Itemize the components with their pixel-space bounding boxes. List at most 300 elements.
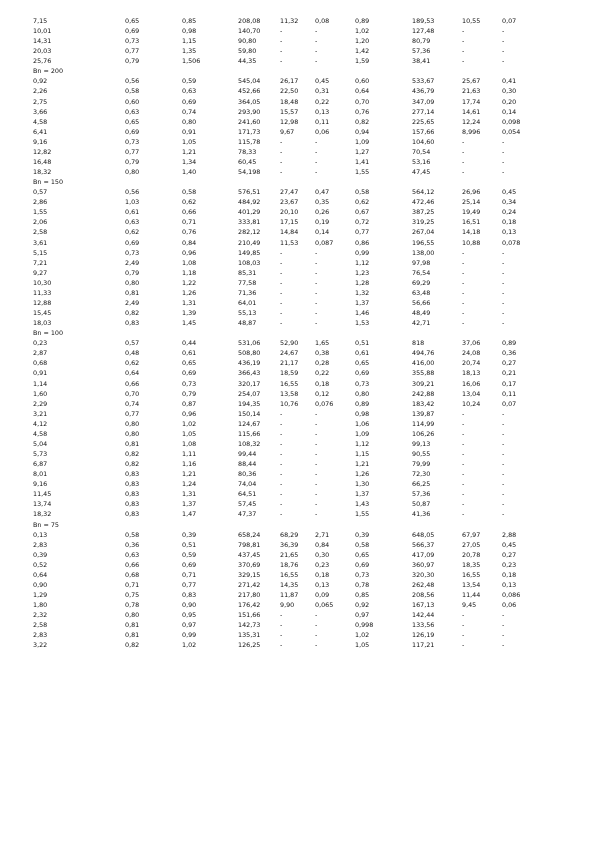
table-cell: 1,05 <box>355 641 370 650</box>
table-cell: 0,57 <box>33 188 48 197</box>
table-cell: 1,32 <box>355 288 370 297</box>
table-cell: 20,78 <box>462 550 481 559</box>
table-cell: - <box>502 37 505 46</box>
table-cell: 8,996 <box>462 127 481 136</box>
table-cell: 17,74 <box>462 97 481 106</box>
table-cell: 20,74 <box>462 359 481 368</box>
table-cell: 7,15 <box>33 17 48 25</box>
table-cell: 17,15 <box>280 218 299 227</box>
table-cell: - <box>280 278 283 287</box>
table-cell: 0,96 <box>182 248 197 257</box>
table-cell: - <box>280 510 283 519</box>
table-cell: 370,69 <box>238 560 261 569</box>
table-cell: 0,58 <box>355 188 370 197</box>
table-cell: 3,66 <box>33 107 48 116</box>
table-cell: 0,67 <box>355 208 370 217</box>
table-cell: 0,87 <box>182 399 197 408</box>
table-cell: - <box>462 510 465 519</box>
table-cell: - <box>280 147 283 156</box>
table-cell: 0,38 <box>315 349 330 358</box>
table-cell: 0,27 <box>502 359 517 368</box>
table-cell: - <box>502 510 505 519</box>
table-cell: 1,60 <box>33 389 48 398</box>
table-cell: 66,25 <box>412 480 431 489</box>
table-cell: - <box>462 137 465 146</box>
table-cell: 8,01 <box>33 470 48 479</box>
table-cell: 0,73 <box>125 37 140 46</box>
table-cell: 2,49 <box>125 258 140 267</box>
table-cell: 90,80 <box>238 37 257 46</box>
table-cell: 0,58 <box>125 87 140 96</box>
table-cell: 225,65 <box>412 117 435 126</box>
table-cell: 293,90 <box>238 107 261 116</box>
table-cell: 2,29 <box>33 399 48 408</box>
table-cell: 2,87 <box>33 349 48 358</box>
table-cell: 1,37 <box>355 490 370 499</box>
table-cell: 0,83 <box>125 490 140 499</box>
table-cell: - <box>502 288 505 297</box>
table-cell: 2,32 <box>33 611 48 620</box>
table-cell: 262,48 <box>412 580 435 589</box>
table-cell: - <box>462 480 465 489</box>
table-cell: 0,13 <box>502 580 517 589</box>
table-cell: 387,25 <box>412 208 435 217</box>
table-cell: 0,66 <box>125 379 140 388</box>
table-cell: - <box>280 137 283 146</box>
table-cell: 1,41 <box>355 157 370 166</box>
table-cell: 0,80 <box>125 611 140 620</box>
table-cell: 9,45 <box>462 601 477 610</box>
table-cell: 0,07 <box>502 17 517 25</box>
table-cell: 0,64 <box>355 87 370 96</box>
table-cell: 1,05 <box>182 429 197 438</box>
table-cell: 0,64 <box>33 570 48 579</box>
table-cell: - <box>462 641 465 650</box>
table-cell: 14,35 <box>280 580 299 589</box>
table-cell: 64,01 <box>238 298 257 307</box>
table-cell: 1,55 <box>355 510 370 519</box>
table-row <box>0 479 595 489</box>
table-cell: 99,44 <box>238 450 257 458</box>
table-cell: 0,89 <box>355 17 370 25</box>
table-cell: 4,58 <box>33 429 48 438</box>
table-row <box>0 197 595 207</box>
table-cell: 56,66 <box>412 298 431 307</box>
table-cell: - <box>462 470 465 479</box>
section-header <box>0 177 595 187</box>
table-cell: 0,30 <box>315 550 330 559</box>
table-cell: - <box>280 248 283 257</box>
table-cell: 0,69 <box>125 127 140 136</box>
table-cell: 2,49 <box>125 298 140 307</box>
table-cell: 0,24 <box>502 208 517 217</box>
table-cell: 1,15 <box>182 37 197 46</box>
table-cell: - <box>502 500 505 509</box>
table-cell: 0,74 <box>125 399 140 408</box>
table-cell: 0,086 <box>502 590 521 599</box>
table-cell: 13,74 <box>33 500 52 509</box>
table-cell: 1,26 <box>182 288 197 297</box>
table-cell: - <box>315 268 318 277</box>
table-cell: 126,19 <box>412 631 435 640</box>
table-cell: 21,65 <box>280 550 299 559</box>
table-cell: 189,53 <box>412 17 435 25</box>
table-cell: - <box>315 168 318 177</box>
table-cell: 1,16 <box>182 460 197 469</box>
table-cell: 576,51 <box>238 188 261 197</box>
table-cell: 436,79 <box>412 87 435 96</box>
table-row <box>0 630 595 640</box>
table-row <box>0 117 595 127</box>
table-cell: 0,52 <box>33 560 48 569</box>
table-cell: 347,09 <box>412 97 435 106</box>
table-cell: - <box>280 298 283 307</box>
table-cell: 0,69 <box>125 238 140 247</box>
table-cell: 0,18 <box>315 570 330 579</box>
table-cell: - <box>502 168 505 177</box>
table-cell: 99,13 <box>412 439 431 448</box>
table-cell: 0,60 <box>355 77 370 86</box>
table-cell: - <box>462 429 465 438</box>
table-cell: 0,56 <box>125 188 140 197</box>
table-cell: 0,65 <box>125 17 140 25</box>
table-cell: 23,67 <box>280 198 299 207</box>
table-cell: 0,065 <box>315 601 334 610</box>
table-cell: 0,66 <box>125 560 140 569</box>
table-cell: 12,82 <box>33 147 52 156</box>
table-cell: 798,81 <box>238 540 261 549</box>
table-cell: 6,41 <box>33 127 48 136</box>
table-row <box>0 389 595 399</box>
table-row <box>0 107 595 117</box>
table-cell: - <box>462 37 465 46</box>
table-cell: 10,55 <box>462 17 481 25</box>
table-cell: 0,41 <box>502 77 517 86</box>
table-cell: 0,92 <box>355 601 370 610</box>
table-cell: - <box>462 460 465 469</box>
table-cell: - <box>502 429 505 438</box>
table-cell: 329,15 <box>238 570 261 579</box>
table-cell: 171,73 <box>238 127 261 136</box>
table-cell: - <box>502 157 505 166</box>
table-cell: 176,42 <box>238 601 261 610</box>
table-cell: 1,53 <box>355 319 370 328</box>
table-cell: 494,76 <box>412 349 435 358</box>
table-cell: 138,00 <box>412 248 435 257</box>
table-cell: 80,79 <box>412 37 431 46</box>
table-row <box>0 489 595 499</box>
table-cell: 1,06 <box>355 419 370 428</box>
table-cell: 124,67 <box>238 419 261 428</box>
table-cell: 484,92 <box>238 198 261 207</box>
table-cell: - <box>315 137 318 146</box>
table-cell: 241,60 <box>238 117 261 126</box>
table-cell: - <box>280 460 283 469</box>
table-cell: 208,56 <box>412 590 435 599</box>
table-cell: 5,15 <box>33 248 48 257</box>
table-cell: - <box>315 288 318 297</box>
table-cell: 142,73 <box>238 621 261 630</box>
table-row <box>0 248 595 258</box>
table-cell: - <box>462 278 465 287</box>
table-cell: 70,54 <box>412 147 431 156</box>
table-cell: 0,45 <box>502 540 517 549</box>
table-cell: 0,75 <box>125 590 140 599</box>
table-cell: 0,69 <box>182 560 197 569</box>
table-cell: 12,88 <box>33 298 52 307</box>
table-cell: - <box>315 37 318 46</box>
table-cell: 18,59 <box>280 369 299 378</box>
table-cell: 360,97 <box>412 560 435 569</box>
table-cell: 0,83 <box>125 319 140 328</box>
table-cell: - <box>280 500 283 509</box>
table-cell: 0,77 <box>182 580 197 589</box>
table-cell: 57,45 <box>238 500 257 509</box>
table-cell: 194,35 <box>238 399 261 408</box>
table-cell: 0,61 <box>355 349 370 358</box>
table-cell: 88,44 <box>238 460 257 469</box>
table-cell: 0,21 <box>502 369 517 378</box>
table-cell: 18,35 <box>462 560 481 569</box>
table-cell: 13,58 <box>280 389 299 398</box>
table-cell: 79,99 <box>412 460 431 469</box>
table-cell: 0,77 <box>125 47 140 56</box>
table-cell: 115,78 <box>238 137 261 146</box>
table-cell: 0,73 <box>355 570 370 579</box>
table-cell: 3,21 <box>33 409 48 418</box>
table-cell: 364,05 <box>238 97 261 106</box>
table-cell: - <box>502 450 505 458</box>
table-cell: 0,72 <box>355 218 370 227</box>
table-cell: 0,61 <box>182 349 197 358</box>
table-cell: 0,82 <box>125 641 140 650</box>
table-cell: 19,49 <box>462 208 481 217</box>
table-cell: 16,55 <box>280 379 299 388</box>
table-cell: 0,82 <box>125 450 140 458</box>
table-cell: 0,73 <box>182 379 197 388</box>
table-cell: - <box>280 439 283 448</box>
table-row <box>0 469 595 479</box>
table-cell: 0,63 <box>182 87 197 96</box>
table-cell: 0,89 <box>355 399 370 408</box>
table-cell: 6,87 <box>33 460 48 469</box>
table-cell: 0,71 <box>125 580 140 589</box>
table-row <box>0 540 595 550</box>
table-row <box>0 590 595 600</box>
table-cell: 50,87 <box>412 500 431 509</box>
table-cell: 1,02 <box>355 27 370 36</box>
table-cell: - <box>315 500 318 509</box>
table-cell: 1,45 <box>182 319 197 328</box>
table-cell: 437,45 <box>238 550 261 559</box>
table-cell: - <box>462 409 465 418</box>
table-cell: 0,06 <box>315 127 330 136</box>
table-cell: 2,71 <box>315 530 330 539</box>
table-cell: 0,098 <box>502 117 521 126</box>
table-cell: 0,36 <box>125 540 140 549</box>
table-row <box>0 449 595 459</box>
table-cell: 1,39 <box>182 309 197 318</box>
table-cell: 36,39 <box>280 540 299 549</box>
table-cell: - <box>462 439 465 448</box>
table-cell: 183,42 <box>412 399 435 408</box>
table-cell: 1,09 <box>355 137 370 146</box>
table-cell: 0,69 <box>182 97 197 106</box>
table-cell: - <box>315 419 318 428</box>
table-cell: 2,06 <box>33 218 48 227</box>
table-cell: 1,37 <box>182 500 197 509</box>
table-cell: 63,48 <box>412 288 431 297</box>
table-cell: 11,44 <box>462 590 481 599</box>
table-cell: 0,76 <box>355 107 370 116</box>
table-cell: 0,08 <box>315 17 330 25</box>
table-cell: - <box>280 450 283 458</box>
table-cell: 2,75 <box>33 97 48 106</box>
table-cell: - <box>315 429 318 438</box>
table-cell: 41,36 <box>412 510 431 519</box>
table-cell: - <box>462 319 465 328</box>
table-cell: 1,03 <box>125 198 140 207</box>
table-cell: 127,48 <box>412 27 435 36</box>
table-cell: - <box>315 27 318 36</box>
section-label: Bn = 100 <box>33 329 64 338</box>
table-cell: 0,80 <box>125 419 140 428</box>
table-cell: 0,39 <box>182 530 197 539</box>
table-row <box>0 308 595 318</box>
table-cell: 0,56 <box>125 77 140 86</box>
table-cell: - <box>502 278 505 287</box>
table-cell: - <box>280 641 283 650</box>
table-cell: 1,14 <box>33 379 48 388</box>
table-cell: 0,94 <box>355 127 370 136</box>
table-cell: 0,58 <box>355 540 370 549</box>
table-cell: 1,09 <box>355 429 370 438</box>
table-cell: 27,05 <box>462 540 481 549</box>
table-row <box>0 268 595 278</box>
table-cell: 55,13 <box>238 309 257 318</box>
table-row <box>0 86 595 96</box>
table-cell: 57,36 <box>412 490 431 499</box>
table-cell: 18,32 <box>33 168 52 177</box>
table-cell: 76,54 <box>412 268 431 277</box>
table-row <box>0 610 595 620</box>
table-cell: 0,45 <box>315 77 330 86</box>
table-cell: - <box>462 419 465 428</box>
table-cell: 11,87 <box>280 590 299 599</box>
table-cell: - <box>280 470 283 479</box>
table-row <box>0 238 595 248</box>
table-cell: 0,83 <box>125 500 140 509</box>
table-cell: 25,67 <box>462 77 481 86</box>
table-cell: 3,22 <box>33 641 48 650</box>
table-cell: - <box>462 298 465 307</box>
table-cell: 0,81 <box>125 631 140 640</box>
table-cell: - <box>502 641 505 650</box>
table-cell: 0,83 <box>125 510 140 519</box>
table-cell: - <box>315 319 318 328</box>
table-cell: 4,12 <box>33 419 48 428</box>
table-row <box>0 258 595 268</box>
table-cell: 20,10 <box>280 208 299 217</box>
table-cell: 16,06 <box>462 379 481 388</box>
table-cell: - <box>280 611 283 620</box>
table-cell: - <box>462 168 465 177</box>
table-cell: 319,25 <box>412 218 435 227</box>
table-cell: - <box>502 621 505 630</box>
table-cell: 0,79 <box>125 157 140 166</box>
table-cell: 150,14 <box>238 409 261 418</box>
table-cell: 277,14 <box>412 107 435 116</box>
table-cell: 0,13 <box>315 580 330 589</box>
table-cell: 0,77 <box>125 147 140 156</box>
table-cell: 0,62 <box>182 198 197 207</box>
table-cell: 90,55 <box>412 450 431 458</box>
table-cell: - <box>502 439 505 448</box>
table-cell: 355,88 <box>412 369 435 378</box>
table-cell: 0,12 <box>315 389 330 398</box>
table-cell: 9,16 <box>33 137 48 146</box>
section-label: Bn = 150 <box>33 178 64 187</box>
table-cell: 0,18 <box>502 570 517 579</box>
table-cell: 282,12 <box>238 228 261 237</box>
table-cell: 1,47 <box>182 510 197 519</box>
table-cell: 53,16 <box>412 157 431 166</box>
table-cell: 0,36 <box>502 349 517 358</box>
table-cell: 401,29 <box>238 208 261 217</box>
table-cell: 271,42 <box>238 580 261 589</box>
table-cell: 0,20 <box>502 97 517 106</box>
table-row <box>0 76 595 86</box>
table-cell: - <box>280 47 283 56</box>
table-cell: 0,73 <box>125 137 140 146</box>
table-cell: 0,82 <box>355 117 370 126</box>
table-cell: 22,50 <box>280 87 299 96</box>
table-cell: 0,79 <box>125 268 140 277</box>
table-cell: 135,31 <box>238 631 261 640</box>
table-cell: 0,22 <box>315 97 330 106</box>
table-cell: 0,61 <box>125 208 140 217</box>
table-cell: - <box>462 268 465 277</box>
table-row <box>0 580 595 590</box>
table-cell: 64,51 <box>238 490 257 499</box>
table-cell: - <box>502 631 505 640</box>
table-cell: 1,59 <box>355 57 370 66</box>
table-cell: 114,99 <box>412 419 435 428</box>
table-cell: 0,77 <box>125 409 140 418</box>
table-cell: 18,13 <box>462 369 481 378</box>
table-cell: 0,23 <box>502 560 517 569</box>
table-cell: 0,90 <box>182 601 197 610</box>
table-cell: 0,22 <box>315 369 330 378</box>
table-cell: - <box>502 480 505 489</box>
table-cell: 67,97 <box>462 530 481 539</box>
table-cell: - <box>502 258 505 267</box>
table-row <box>0 600 595 610</box>
table-cell: 545,04 <box>238 77 261 86</box>
table-cell: - <box>280 319 283 328</box>
table-cell: 417,09 <box>412 550 435 559</box>
table-cell: 1,31 <box>182 490 197 499</box>
table-cell: 0,60 <box>125 97 140 106</box>
table-cell: 1,21 <box>355 460 370 469</box>
table-cell: 0,59 <box>182 550 197 559</box>
table-cell: 1,08 <box>182 439 197 448</box>
table-cell: 20,03 <box>33 47 52 56</box>
table-cell: 21,17 <box>280 359 299 368</box>
table-cell: 0,73 <box>355 379 370 388</box>
table-row <box>0 127 595 137</box>
table-cell: 115,66 <box>238 429 261 438</box>
